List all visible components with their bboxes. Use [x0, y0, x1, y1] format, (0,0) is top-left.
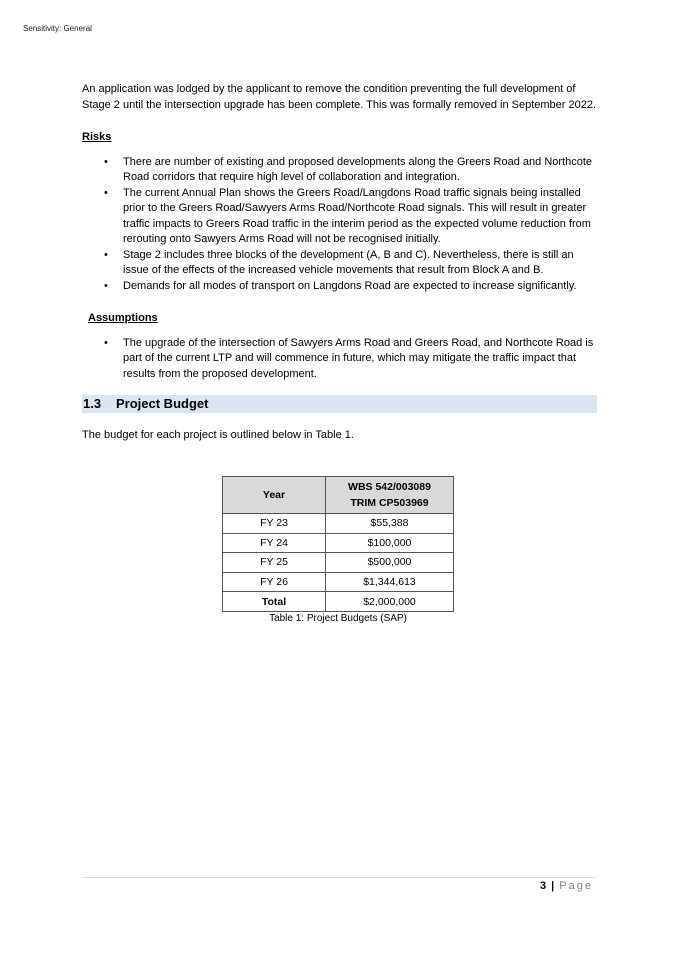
page-separator: |	[551, 880, 555, 892]
header-year: Year	[223, 477, 326, 514]
risks-list	[82, 155, 597, 295]
table-header-row	[223, 477, 454, 514]
cell-total-label: Total	[223, 592, 326, 612]
budget-table	[222, 476, 454, 612]
intro-paragraph: An application was lodged by the applicant to remove the condition preventing the full development of Stage 2 until the intersection upgrade has been complete. This was formally removed in September 2022.	[82, 83, 597, 111]
list-item-text: The upgrade of the intersection of Sawyers Arms Road and Greers Road, and Northcote Road is part of the current LTP and will commence in future, which may mitigate the traffic impact that results from the proposed development.	[123, 336, 594, 380]
table-row	[223, 514, 454, 534]
bullet-icon: •	[104, 248, 108, 261]
cell-year: FY 24	[223, 533, 326, 553]
table-row	[223, 572, 454, 592]
bullet-icon: •	[104, 336, 108, 349]
table-row	[223, 533, 454, 553]
budget-intro: The budget for each project is outlined below in Table 1.	[82, 429, 354, 441]
cell-amount: $55,388	[326, 514, 454, 534]
list-item	[82, 279, 597, 295]
list-item	[82, 186, 597, 248]
table-row	[223, 553, 454, 573]
cell-year: FY 26	[223, 572, 326, 592]
cell-amount: $1,344,613	[326, 572, 454, 592]
header-wbs-line1: WBS 542/003089	[348, 481, 431, 493]
header-wbs-line2: TRIM CP503969	[350, 497, 429, 509]
table-total-row	[223, 592, 454, 612]
page-number-value: 3	[539, 880, 547, 892]
list-item	[82, 336, 597, 383]
page-label: Page	[559, 880, 593, 892]
list-item-text: The current Annual Plan shows the Greers Road/Langdons Road traffic signals being installed prior to the Greers Road/Sawyers Arms Road/Northcote Road signals. This will result in greater traffic impacts to Greers Road traffic in the interim period as the expected volume reduction from rerouting onto Sawyers Arms Road will not be recognised initially.	[123, 186, 591, 245]
cell-year: FY 25	[223, 553, 326, 573]
list-item-text: There are number of existing and proposed developments along the Greers Road and Northcote Road corridors that require high level of collaboration and integration.	[123, 155, 593, 183]
sensitivity-label: Sensitivity: General	[23, 24, 92, 33]
header-wbs	[326, 477, 454, 514]
bullet-icon: •	[104, 155, 108, 168]
page-number	[540, 880, 593, 892]
table-caption: Table 1: Project Budgets (SAP)	[269, 613, 407, 624]
cell-amount: $100,000	[326, 533, 454, 553]
cell-year: FY 23	[223, 514, 326, 534]
section-title: Project Budget	[116, 396, 209, 411]
bullet-icon: •	[104, 186, 108, 199]
risks-heading: Risks	[82, 131, 112, 143]
list-item-text: Stage 2 includes three blocks of the development (A, B and C). Nevertheless, there is still an issue of the effects of the increased vehicle movements that result from Block A and B.	[123, 248, 574, 276]
bullet-icon: •	[104, 279, 108, 292]
list-item	[82, 248, 597, 279]
footer-divider	[82, 877, 597, 878]
list-item-text: Demands for all modes of transport on Langdons Road are expected to increase significantly.	[123, 279, 577, 292]
document-body	[82, 82, 597, 444]
assumptions-list	[82, 336, 597, 383]
cell-amount: $500,000	[326, 553, 454, 573]
section-number: 1.3	[83, 396, 102, 411]
section-heading	[82, 395, 597, 413]
assumptions-heading: Assumptions	[88, 312, 158, 324]
cell-total-amount: $2,000,000	[326, 592, 454, 612]
list-item	[82, 155, 597, 186]
